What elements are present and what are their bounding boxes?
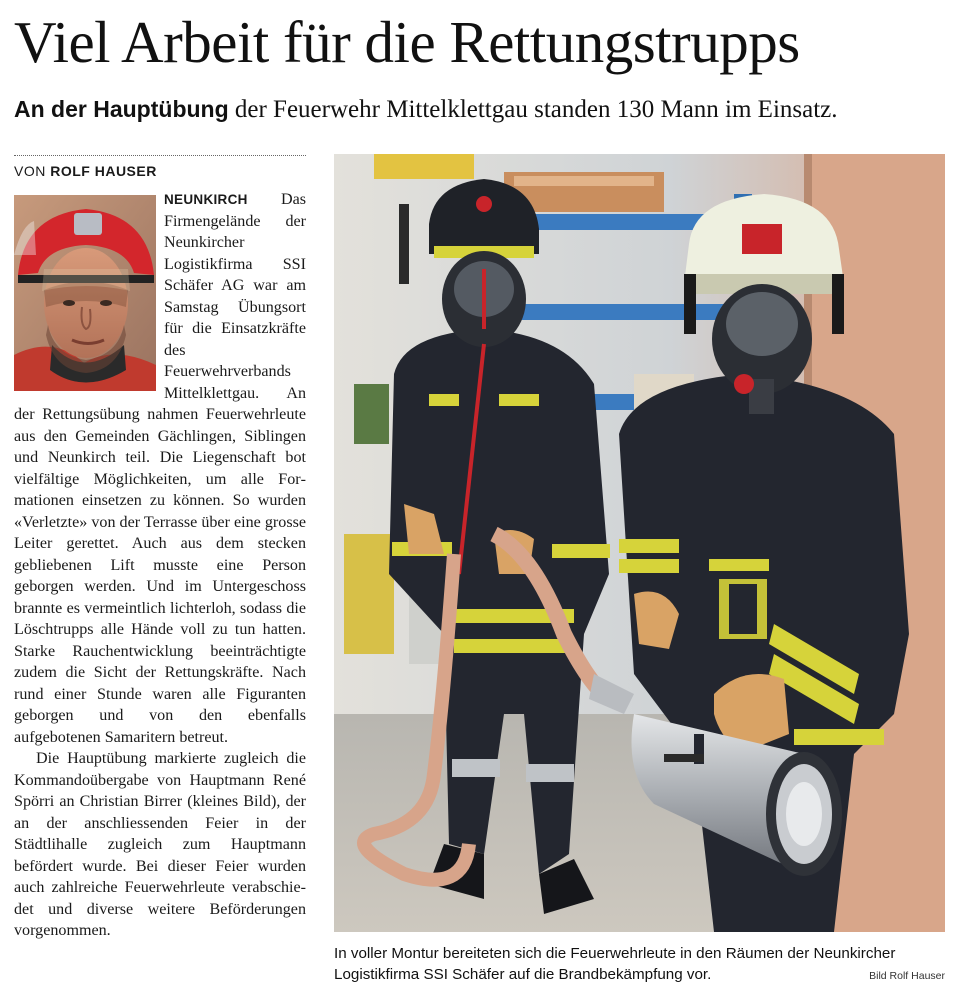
- dateline: NEUNKIRCH: [164, 192, 248, 207]
- subheadline: [14, 93, 838, 126]
- inset-portrait-photo: [14, 195, 156, 391]
- paragraph-2: Die Hauptübung markierte zugleich die Kommandoübergabe von Hauptmann René Spörri an Christian Birrer (kleines Bild), der an der anschliessenden Feier in der Städtlihalle zugleich zum Hauptmann befördert wurde. Bei dieser Feier wurden auch zahlreiche Feuerwehrleute verabschiedet und diverse weitere Beförderungen vorgenommen.: [14, 750, 306, 939]
- byline-author: ROLF HAUSER: [50, 163, 157, 179]
- photo-caption: In voller Montur bereiteten sich die Feuerwehrleute in den Räumen der Neunkircher Logistikfirma SSI Schäfer auf die Brandbekämpfung vor.: [334, 945, 896, 983]
- portrait-image: [14, 195, 156, 391]
- article-body: [14, 189, 306, 942]
- photo-credit: Bild Rolf Hauser: [869, 970, 945, 982]
- main-photo-image: [334, 154, 945, 932]
- byline: [14, 155, 306, 181]
- byline-prefix: VON: [14, 163, 51, 179]
- main-photo: [334, 154, 945, 932]
- subheadline-text: der Feuerwehr Mittelklettgau standen 130 Mann im Einsatz.: [228, 96, 838, 123]
- subheadline-lead: An der Hauptübung: [14, 96, 229, 122]
- headline: Viel Arbeit für die Rettungstrupps: [14, 9, 800, 75]
- paragraph-1-text: Das Firmengelände der Neunkircher Logistikfirma SSI Schäfer AG war am Samstag Übungsort für die Einsatzkräfte des Feuerwehrverbands Mittelklettgau. An der Rettungsübung nahmen Feuerwehrleute aus den Gemeinden Gächlingen, Siblingen und Neunkirch teil. Die Liegenschaft bot vielfältige Möglichkeiten, um alle Formationen einsetzen zu können. So wurden «Verletzte» von der Terrasse über eine grosse Leiter gerettet. Auch aus dem stecken gebliebenen Lift musste eine Person geborgen werden. Und im Untergeschoss brannte es vermeintlich lichterloh, sodass die Löschtrupps alle Hände voll zu tun hatten. Starke Rauchentwicklung beeinträchtigte zudem die Sicht der Rettungskräfte. Nach rund einer Stunde waren alle Figuranten geborgen und von den ebenfalls aufgebotenen Samaritern betreut.: [14, 191, 306, 746]
